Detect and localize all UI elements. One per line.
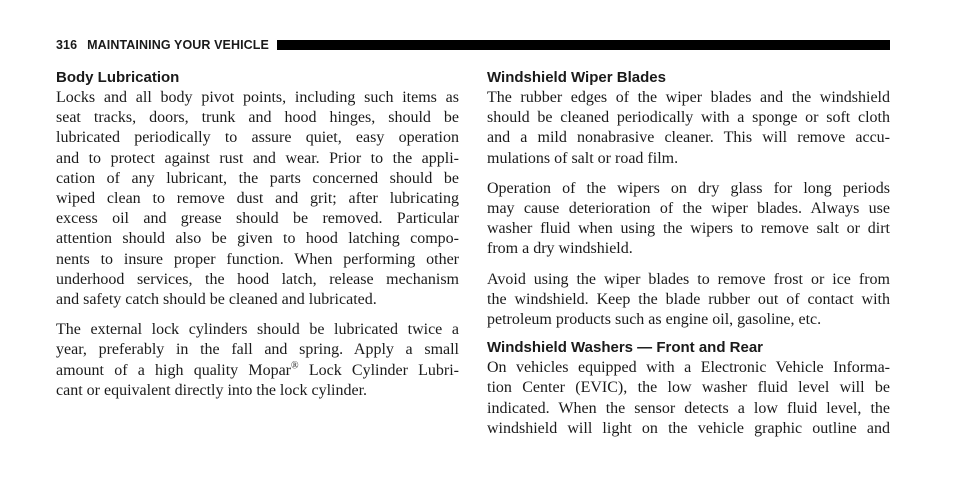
- heading-wiper-blades: Windshield Wiper Blades: [487, 69, 666, 86]
- running-header: [56, 38, 890, 52]
- text-line: underhood services, the hood latch, release mechanism: [56, 270, 459, 288]
- text-line: should be cleaned periodically with a sponge or soft cloth: [487, 109, 890, 127]
- windshield-washers-paragraph: [487, 358, 890, 439]
- text-line: [56, 361, 459, 381]
- right-column: [487, 68, 890, 439]
- text-line: Operation of the wipers on dry glass for long periods: [487, 179, 890, 197]
- header-rule: [277, 40, 890, 50]
- text-line: the windshield. Keep the blade rubber out of contact with: [487, 290, 890, 308]
- wiper-blades-paragraph-3: [487, 270, 890, 331]
- text-line: may cause deterioration of the wiper blades. Always use: [487, 200, 890, 218]
- text-line: and a mild nonabrasive cleaner. This will remove accu-: [487, 129, 890, 147]
- text-line: Avoid using the wiper blades to remove frost or ice from: [487, 270, 890, 288]
- text-line: windshield will light on the vehicle graphic outline and: [487, 419, 890, 437]
- text-line: excess oil and grease should be removed. Particular: [56, 210, 459, 228]
- text-line: wiped clean to remove dust and grit; after lubricating: [56, 190, 459, 208]
- text-line: indicated. When the sensor detects a low fluid level, the: [487, 399, 890, 417]
- text-line: seat tracks, doors, trunk and hood hinges, should be: [56, 109, 459, 127]
- text-fragment: amount of a high quality Mopar: [56, 361, 292, 379]
- text-line: Locks and all body pivot points, including such items as: [56, 89, 459, 106]
- body-lubrication-paragraph-2: [56, 320, 459, 401]
- body-lubrication-paragraph-1: [56, 88, 459, 310]
- text-fragment: Lock Cylinder Lubri-: [298, 361, 459, 379]
- text-line: and to protect against rust and wear. Prior to the appli-: [56, 149, 459, 167]
- heading-body-lubrication: Body Lubrication: [56, 69, 180, 86]
- wiper-blades-paragraph-2: [487, 179, 890, 260]
- text-line: washer fluid when using the wipers to remove salt or dirt: [487, 220, 890, 238]
- text-line: lubricated periodically to assure quiet, easy operation: [56, 129, 459, 147]
- section-title: MAINTAINING YOUR VEHICLE: [87, 38, 269, 52]
- text-line: mulations of salt or road film.: [487, 149, 679, 167]
- text-line: year, preferably in the fall and spring. Apply a small: [56, 341, 459, 359]
- wiper-blades-paragraph-1: [487, 88, 890, 169]
- left-column: [56, 68, 459, 401]
- text-line: petroleum products such as engine oil, gasoline, etc.: [487, 311, 822, 329]
- text-line: from a dry windshield.: [487, 240, 633, 258]
- text-line: The external lock cylinders should be lubricated twice a: [56, 321, 459, 339]
- text-line: attention should also be given to hood latching compo-: [56, 230, 459, 248]
- text-line: nents to insure proper function. When performing other: [56, 250, 459, 268]
- text-line: On vehicles equipped with a Electronic Vehicle Informa-: [487, 359, 890, 377]
- registered-mark: ®: [291, 360, 299, 372]
- heading-windshield-washers: Windshield Washers — Front and Rear: [487, 339, 764, 357]
- text-line: cant or equivalent directly into the lock cylinder.: [56, 381, 368, 399]
- text-line: The rubber edges of the wiper blades and the windshield: [487, 89, 890, 106]
- text-line: cation of any lubricant, the parts concerned should be: [56, 169, 459, 187]
- text-line: tion Center (EVIC), the low washer fluid level will be: [487, 379, 890, 397]
- text-line: and safety catch should be cleaned and lubricated.: [56, 291, 377, 309]
- page-number: 316: [56, 38, 78, 52]
